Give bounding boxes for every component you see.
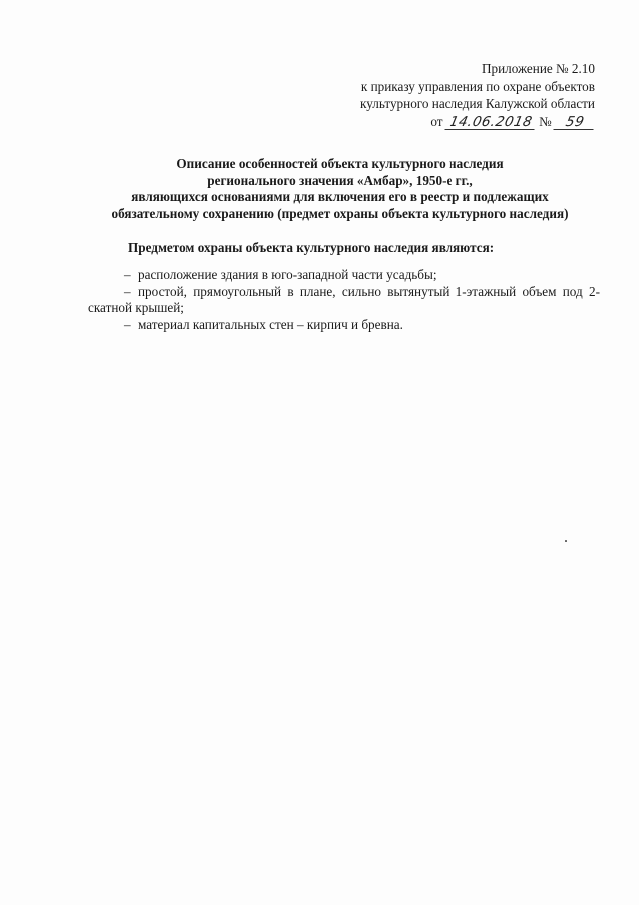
list-item (88, 317, 600, 334)
appendix-header (295, 60, 595, 130)
list-item (88, 284, 600, 317)
title-line-3: являющихся основаниями для включения его в реестр и подлежащих (131, 189, 549, 205)
list-dash: – (124, 316, 131, 332)
list-item-text: материал капитальных стен – кирпич и бревна. (138, 316, 403, 332)
list-dash: – (124, 283, 131, 299)
title-line-1: Описание особенностей объекта культурного наследия (176, 156, 504, 171)
authority-name: культурного наследия Калужской области (360, 96, 595, 112)
list-item-text: простой, прямоугольный в плане, сильно вытянутый 1-этажный объем под 2-скатной крышей; (88, 283, 600, 316)
order-date-number-row (295, 113, 595, 131)
date-prefix: от (430, 113, 443, 129)
title-line-2: регионального значения «Амбар», 1950-е гг., (207, 172, 473, 188)
title-line-4: обязательному сохранению (предмет охраны объекта культурного наследия) (111, 205, 569, 221)
list-dash: – (124, 267, 131, 282)
scan-speck (565, 540, 567, 542)
number-prefix: № (539, 113, 552, 129)
list-item (88, 267, 600, 284)
document-title (80, 156, 600, 222)
list-item-text: расположение здания в юго-западной части усадьбы; (138, 267, 437, 282)
handwritten-number: 59 (553, 115, 596, 130)
order-reference: к приказу управления по охране объектов (360, 78, 595, 94)
appendix-number: Приложение № 2.10 (481, 61, 595, 76)
protection-items-list (88, 267, 600, 333)
handwritten-date: 14.06.2018 (444, 115, 537, 130)
subject-heading: Предметом охраны объекта культурного наследия являются: (128, 240, 495, 255)
